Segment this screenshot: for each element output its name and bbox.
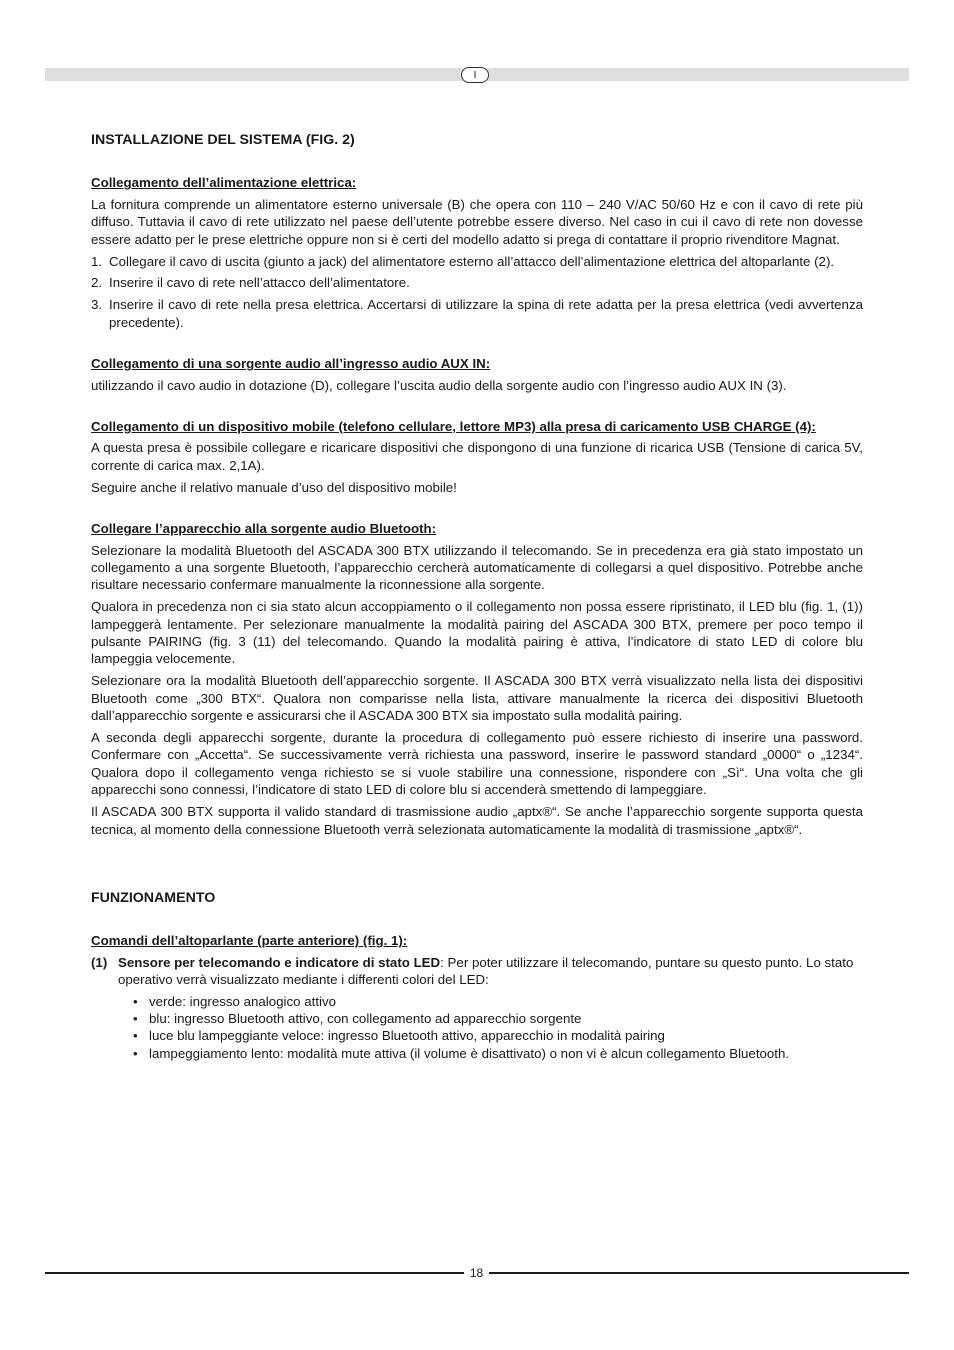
step-number: 3. xyxy=(91,297,103,313)
item-number: (1) xyxy=(91,954,108,970)
usb-paragraph-2: Seguire anche il relativo manuale d’uso del dispositivo mobile! xyxy=(91,479,457,495)
step-number: 1. xyxy=(91,253,103,269)
section-title-installation: INSTALLAZIONE DEL SISTEMA (FIG. 2) xyxy=(91,132,355,148)
led-status-list xyxy=(118,993,863,1063)
list-item: • blu: ingresso Bluetooth attivo, con collegamento ad apparecchio sorgente xyxy=(133,1010,863,1027)
controls-section xyxy=(91,932,863,1062)
list-item xyxy=(91,274,863,291)
language-badge: I xyxy=(461,67,489,83)
step-text: Inserire il cavo di rete nell’attacco dell’alimentatore. xyxy=(109,275,410,291)
footer-rule-left xyxy=(45,1272,464,1274)
aux-section xyxy=(91,355,863,394)
step-text: Inserire il cavo di rete nella presa elettrica. Accertarsi di utilizzare la spina di rete adatta per la presa elettrica (vedi avvertenza precedente). xyxy=(109,297,863,330)
usb-section xyxy=(91,418,863,496)
item-text: : Per poter utilizzare il telecomando, puntare su questo punto. Lo stato operativo verrà visualizzato mediante i differenti colori del LED: xyxy=(118,954,854,988)
power-steps xyxy=(91,253,863,332)
list-item xyxy=(91,296,863,331)
bluetooth-paragraph-4: A seconda degli apparecchi sorgente, durante la procedura di collegamento può essere richiesto di inserire una password. Confermare con „Accetta“. Se successivamente verrà richiesta una password, inserire le password standard „0000“ o „1234“. Qualora dopo il collegamento venga richiesto se si vuole stabilire una connessione, rispondere con „Sì“. Una volta che gli apparecchi sono connessi, l’indicatore di stato LED di colore blu si accenderà smettendo di lampeggiare. xyxy=(91,730,863,798)
page-content xyxy=(91,132,863,1062)
usb-heading: Collegamento di un dispositivo mobile (telefono cellulare, lettore MP3) alla presa di caricamento USB CHARGE (4): xyxy=(91,418,816,434)
bluetooth-paragraph-1: Selezionare la modalità Bluetooth del ASCADA 300 BTX utilizzando il telecomando. Se in precedenza era già stato impostato un collegamento a una sorgente Bluetooth, l’apparecchio cercherà automaticamente di collegarsi a quel dispositivo. Potrebbe anche risultare necessario confermare manualmente la riconnessione alla sorgente. xyxy=(91,542,863,593)
step-text: Collegare il cavo di uscita (giunto a jack) del alimentatore esterno all’attacco dell’alimentazione elettrica del altoparlante (2). xyxy=(109,253,835,269)
bluetooth-paragraph-5: Il ASCADA 300 BTX supporta il valido standard di trasmissione audio „aptx®“. Se anche l’apparecchio sorgente supporta questa tecnica, al momento della connessione Bluetooth verrà selezionata automaticamente la modalità di trasmissione „aptx®“. xyxy=(91,804,863,837)
page-number: 18 xyxy=(469,1266,484,1280)
aux-heading: Collegamento di una sorgente audio all’ingresso audio AUX IN: xyxy=(91,356,491,372)
bluetooth-paragraph-3: Selezionare ora la modalità Bluetooth dell’apparecchio sorgente. Il ASCADA 300 BTX verrà visualizzato nella lista dei dispositivi Bluetooth come „300 BTX“. Qualora non comparisse nella lista, attivare manualmente la ricerca dei dispositivi Bluetooth dall’apparecchio sorgente e assicurarsi che il ASCADA 300 BTX sia impostato sulla modalità pairing. xyxy=(91,673,863,724)
list-item: • verde: ingresso analogico attivo xyxy=(133,993,863,1010)
item-label: Sensore per telecomando e indicatore di stato LED xyxy=(118,954,441,970)
list-item: • luce blu lampeggiante veloce: ingresso Bluetooth attivo, apparecchio in modalità pairing xyxy=(133,1027,863,1044)
bluetooth-paragraph-2: Qualora in precedenza non ci sia stato alcun accoppiamento o il collegamento non possa essere ripristinato, il LED blu (fig. 1, (1)) lampeggerà lentamente. Per selezionare manualmente la modalità pairing del ASCADA 300 BTX, premere per poco tempo il pulsante PAIRING (fig. 3 (11) del telecomando. Quando la modalità pairing è attiva, l’indicatore di stato LED di colore blu lampeggia velocemente. xyxy=(91,599,863,667)
bluetooth-heading: Collegare l’apparecchio alla sorgente audio Bluetooth: xyxy=(91,521,437,537)
list-item xyxy=(91,253,863,270)
power-heading: Collegamento dell’alimentazione elettrica: xyxy=(91,175,357,191)
step-number: 2. xyxy=(91,275,103,291)
usb-paragraph-1: A questa presa è possibile collegare e ricaricare dispositivi che dispongono di una funzione di ricarica USB (Tensione di carica 5V, corrente di carica max. 2,1A). xyxy=(91,440,863,473)
bluetooth-section xyxy=(91,520,863,838)
control-item-1 xyxy=(91,954,863,1062)
power-intro: La fornitura comprende un alimentatore esterno universale (B) che opera con 110 – 240 V/AC 50/60 Hz e con il cavo di rete più diffuso. Tuttavia il cavo di rete utilizzato nel paese dell’utente potrebbe essere diverso. Nel caso in cui il cavo di rete non dovesse essere adatto per le prese elettriche oppure non si è certi del modello adatto si prega di contattare il proprio rivenditore Magnat. xyxy=(91,196,863,247)
aux-text: utilizzando il cavo audio in dotazione (D), collegare l’uscita audio della sorgente audio con l’ingresso audio AUX IN (3). xyxy=(91,377,787,393)
footer-rule-right xyxy=(489,1272,909,1274)
section-title-operation: FUNZIONAMENTO xyxy=(91,890,216,906)
power-section xyxy=(91,174,863,331)
list-item: • lampeggiamento lento: modalità mute attiva (il volume è disattivato) o non vi è alcun collegamento Bluetooth. xyxy=(133,1045,863,1062)
controls-heading: Comandi dell’altoparlante (parte anteriore) (fig. 1): xyxy=(91,933,408,949)
